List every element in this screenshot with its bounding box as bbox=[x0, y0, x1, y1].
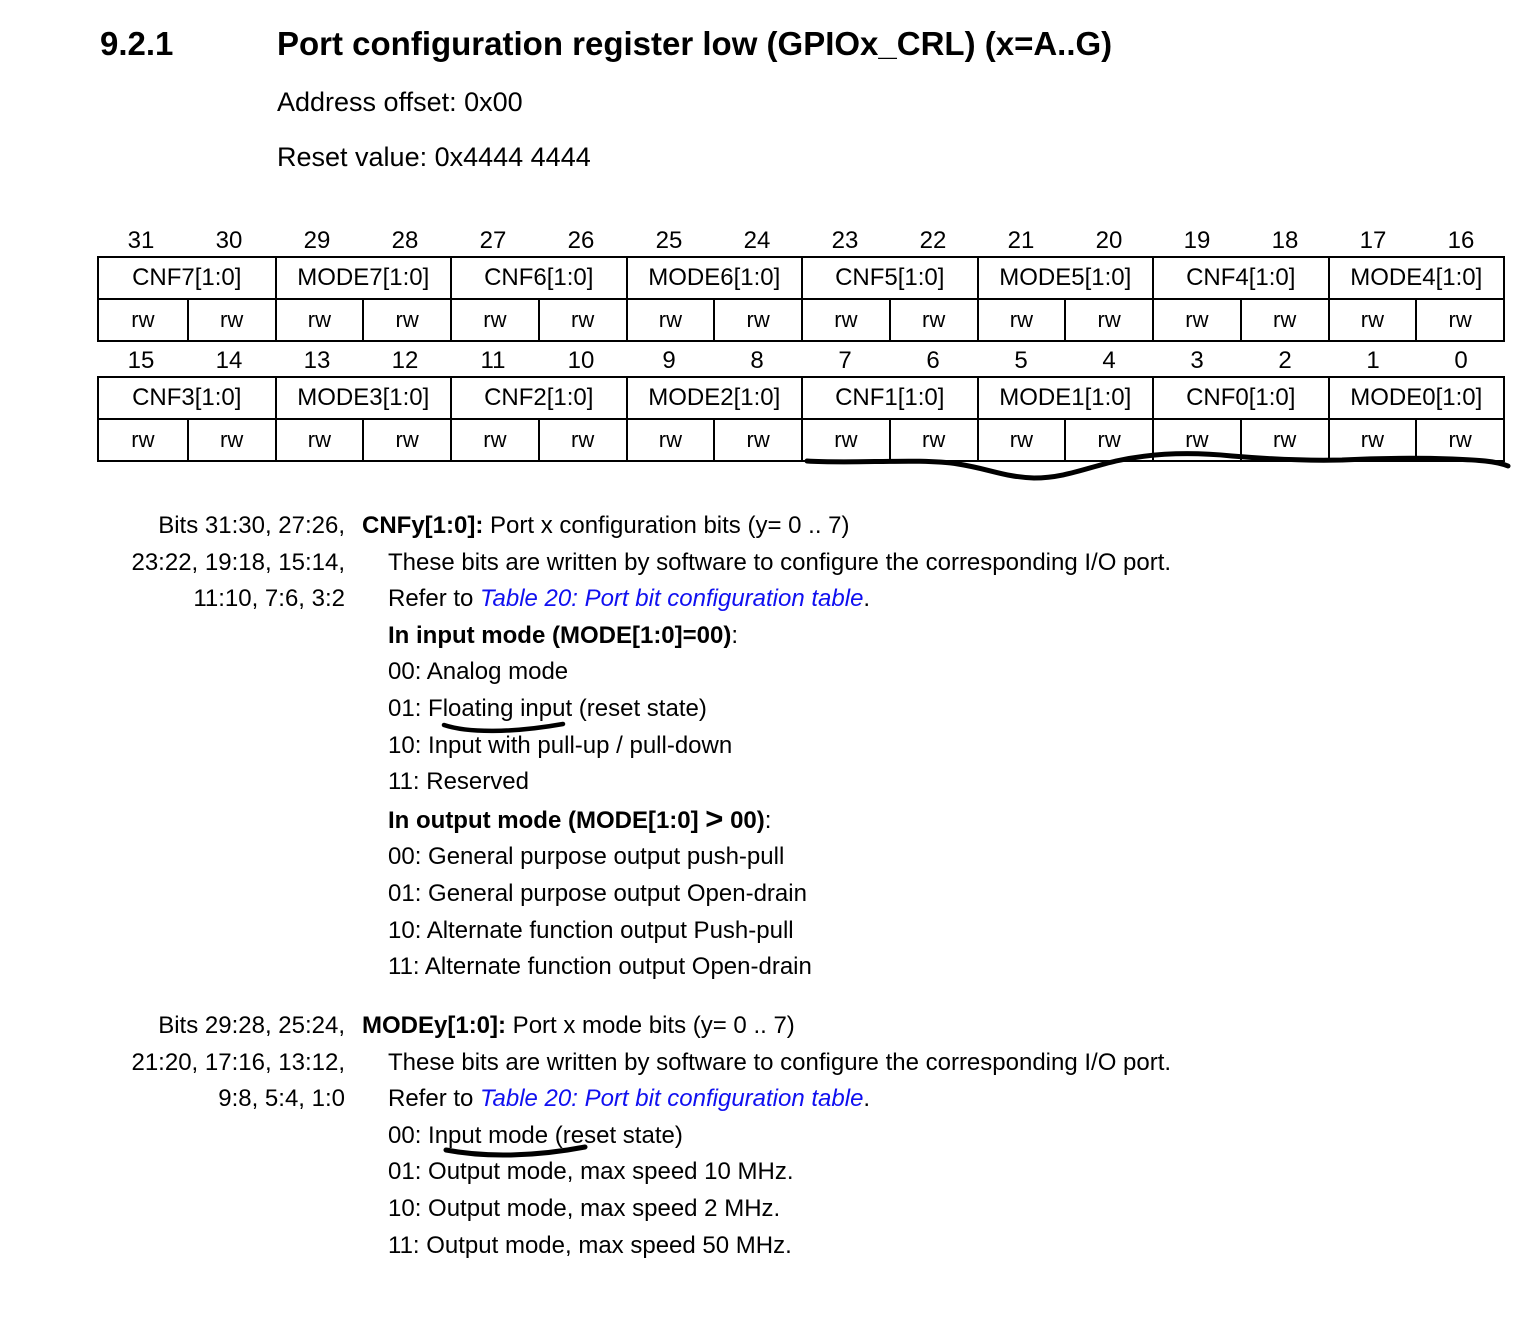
description-line bbox=[362, 949, 1392, 986]
field-name-cell: MODE3[1:0] bbox=[275, 378, 451, 418]
bit-number-cell: 13 bbox=[303, 347, 331, 374]
register-cells-block bbox=[97, 376, 1505, 462]
access-type-cell: rw bbox=[131, 427, 155, 452]
bit-number-cell: 19 bbox=[1183, 227, 1211, 254]
bit-number-cell: 12 bbox=[391, 347, 419, 374]
description-text-segment: > bbox=[705, 800, 724, 836]
bits-range-label-line: 21:20, 17:16, 13:12, bbox=[131, 1048, 345, 1076]
bit-number-cell: 11 bbox=[480, 347, 506, 374]
bit-number-cell: 20 bbox=[1095, 227, 1123, 254]
access-type-cell: rw bbox=[801, 300, 889, 340]
description-line bbox=[362, 654, 1392, 691]
description-content bbox=[362, 508, 1392, 986]
access-type-cell: rw bbox=[801, 420, 889, 460]
bits-range-label-line: 9:8, 5:4, 1:0 bbox=[218, 1085, 345, 1113]
access-type-cell: rw bbox=[538, 300, 626, 340]
access-type-cell: rw bbox=[1064, 420, 1152, 460]
bit-number-cell: 18 bbox=[1271, 227, 1299, 254]
description-line bbox=[362, 1191, 1392, 1228]
description-text-segment: 01: Floating input (reset state) bbox=[388, 694, 707, 722]
description-text-segment: 10: Output mode, max speed 2 MHz. bbox=[388, 1194, 781, 1222]
bit-number-cell: 23 bbox=[831, 227, 859, 254]
description-text-segment: 01: Output mode, max speed 10 MHz. bbox=[388, 1158, 794, 1186]
access-type-cell: rw bbox=[626, 420, 714, 460]
access-type-cell: rw bbox=[1064, 300, 1152, 340]
access-type-cell: rw bbox=[1152, 300, 1240, 340]
access-type-cell: rw bbox=[1240, 420, 1328, 460]
description-line bbox=[362, 764, 1392, 801]
bits-range-label-line: 11:10, 7:6, 3:2 bbox=[193, 585, 345, 613]
description-line bbox=[362, 913, 1392, 950]
bit-number-cell: 2 bbox=[1278, 347, 1292, 374]
register-cells-block bbox=[97, 256, 1505, 342]
bit-number-cell: 29 bbox=[303, 227, 331, 254]
bit-number-cell: 25 bbox=[655, 227, 683, 254]
description-text-segment: Port x mode bits (y= 0 .. 7) bbox=[506, 1012, 795, 1039]
field-name-cell: MODE1[1:0] bbox=[977, 378, 1153, 418]
bits-range-label-line: Bits 29:28, 25:24, bbox=[158, 1012, 345, 1039]
access-type-cell: rw bbox=[713, 300, 801, 340]
description-text-segment: CNFy[1:0]: bbox=[362, 512, 484, 539]
bit-number-cell: 22 bbox=[919, 227, 947, 254]
field-name-row bbox=[99, 258, 1503, 300]
bit-number-cell: 16 bbox=[1447, 227, 1475, 254]
description-line bbox=[362, 1118, 1392, 1155]
bits-range-label bbox=[90, 508, 345, 618]
description-text-segment: Refer to bbox=[388, 1085, 481, 1113]
access-type-cell: rw bbox=[1415, 300, 1503, 340]
access-type-cell: rw bbox=[362, 300, 450, 340]
bit-number-cell: 21 bbox=[1007, 227, 1035, 254]
bit-number-cell: 5 bbox=[1014, 347, 1028, 374]
description-text-segment: 11: Alternate function output Open-drain bbox=[388, 953, 812, 981]
access-type-cell: rw bbox=[1415, 420, 1503, 460]
field-name-cell: MODE5[1:0] bbox=[977, 258, 1153, 298]
description-text-segment: 01: General purpose output Open-drain bbox=[388, 879, 807, 907]
access-type-row bbox=[99, 300, 1503, 340]
description-text-segment: Refer to bbox=[388, 585, 481, 613]
description-line bbox=[362, 508, 1392, 545]
description-line bbox=[362, 1154, 1392, 1191]
bit-number-cell: 15 bbox=[127, 347, 155, 374]
description-text-segment: 00: Input mode (reset state) bbox=[388, 1121, 683, 1149]
description-text-segment: 00) bbox=[723, 806, 765, 834]
description-text-segment: These bits are written by software to configure the corresponding I/O port. bbox=[388, 548, 1172, 576]
access-type-cell: rw bbox=[713, 420, 801, 460]
description-text-segment: . bbox=[863, 585, 871, 613]
description-text-segment: . bbox=[863, 1085, 871, 1113]
field-name-cell: CNF7[1:0] bbox=[132, 264, 242, 291]
register-table-half bbox=[97, 226, 1505, 342]
access-type-cell: rw bbox=[131, 307, 155, 332]
description-line bbox=[362, 801, 1392, 840]
field-name-cell: MODE4[1:0] bbox=[1328, 258, 1504, 298]
access-type-cell: rw bbox=[977, 300, 1065, 340]
description-text-segment: In output mode (MODE[1:0] bbox=[388, 806, 706, 834]
description-text-segment: 10: Input with pull-up / pull-down bbox=[388, 731, 733, 759]
field-name-cell: CNF0[1:0] bbox=[1152, 378, 1328, 418]
description-content bbox=[362, 1008, 1392, 1264]
field-name-cell: CNF4[1:0] bbox=[1152, 258, 1328, 298]
description-text-segment: 00: General purpose output push-pull bbox=[388, 843, 785, 871]
register-bit-table bbox=[97, 226, 1505, 466]
description-line bbox=[362, 1228, 1392, 1265]
field-name-cell: MODE6[1:0] bbox=[626, 258, 802, 298]
page-title: Port configuration register low (GPIOx_CRL) (x=A..G) bbox=[277, 25, 1113, 62]
access-type-cell: rw bbox=[1328, 300, 1416, 340]
bit-number-cell: 14 bbox=[215, 347, 243, 374]
description-line bbox=[362, 618, 1392, 655]
description-text-segment: Port x configuration bits (y= 0 .. 7) bbox=[483, 512, 850, 539]
description-text-segment: : bbox=[731, 621, 739, 649]
access-type-cell: rw bbox=[450, 300, 538, 340]
description-text-segment: 11: Reserved bbox=[388, 768, 529, 796]
access-type-cell: rw bbox=[187, 420, 275, 460]
field-name-cell: CNF6[1:0] bbox=[450, 258, 626, 298]
description-line bbox=[362, 839, 1392, 876]
bit-number-cell: 30 bbox=[215, 227, 243, 254]
access-type-row bbox=[99, 420, 1503, 460]
bit-number-cell: 17 bbox=[1359, 227, 1387, 254]
access-type-cell: rw bbox=[450, 420, 538, 460]
access-type-cell: rw bbox=[977, 420, 1065, 460]
table20-link[interactable]: Table 20: Port bit configuration table bbox=[480, 1085, 864, 1113]
access-type-cell: rw bbox=[187, 300, 275, 340]
field-name-cell: CNF5[1:0] bbox=[801, 258, 977, 298]
description-text-segment: 10: Alternate function output Push-pull bbox=[388, 916, 794, 944]
field-name-cell: CNF3[1:0] bbox=[132, 384, 242, 411]
description-line bbox=[362, 1008, 1392, 1045]
description-line bbox=[362, 876, 1392, 913]
bits-range-label-line: 23:22, 19:18, 15:14, bbox=[131, 548, 345, 576]
bit-number-cell: 1 bbox=[1366, 347, 1380, 374]
description-text-segment: These bits are written by software to configure the corresponding I/O port. bbox=[388, 1048, 1172, 1076]
description-line bbox=[362, 691, 1392, 728]
section-number: 9.2.1 bbox=[100, 25, 174, 62]
bit-number-cell: 6 bbox=[926, 347, 940, 374]
description-text-segment: 00: Analog mode bbox=[388, 658, 569, 686]
description-line bbox=[362, 545, 1392, 582]
bit-numbers-row bbox=[97, 226, 1505, 256]
access-type-cell: rw bbox=[626, 300, 714, 340]
access-type-cell: rw bbox=[362, 420, 450, 460]
table20-link[interactable]: Table 20: Port bit configuration table bbox=[480, 585, 864, 613]
access-type-cell: rw bbox=[275, 420, 363, 460]
address-offset-line: Address offset: 0x00 bbox=[277, 87, 523, 117]
access-type-cell: rw bbox=[1240, 300, 1328, 340]
description-line bbox=[362, 581, 1392, 618]
description-text-segment: : bbox=[764, 806, 772, 834]
description-line bbox=[362, 728, 1392, 765]
description-text-segment: 11: Output mode, max speed 50 MHz. bbox=[388, 1231, 792, 1259]
description-text-segment: MODEy[1:0]: bbox=[362, 1012, 507, 1039]
description-line bbox=[362, 1045, 1392, 1082]
access-type-cell: rw bbox=[538, 420, 626, 460]
access-type-cell: rw bbox=[889, 420, 977, 460]
bits-range-label bbox=[90, 1008, 345, 1118]
bit-number-cell: 27 bbox=[479, 227, 507, 254]
field-name-cell: CNF2[1:0] bbox=[450, 378, 626, 418]
bit-number-cell: 0 bbox=[1454, 347, 1468, 374]
bit-number-cell: 26 bbox=[567, 227, 595, 254]
bit-number-cell: 9 bbox=[662, 347, 676, 374]
field-name-cell: CNF1[1:0] bbox=[801, 378, 977, 418]
access-type-cell: rw bbox=[1328, 420, 1416, 460]
bits-range-label-line: Bits 31:30, 27:26, bbox=[158, 512, 345, 539]
field-name-cell: MODE0[1:0] bbox=[1328, 378, 1504, 418]
reset-value-line: Reset value: 0x4444 4444 bbox=[277, 142, 591, 172]
field-name-cell: MODE2[1:0] bbox=[626, 378, 802, 418]
access-type-cell: rw bbox=[889, 300, 977, 340]
bit-number-cell: 24 bbox=[743, 227, 771, 254]
field-name-cell: MODE7[1:0] bbox=[275, 258, 451, 298]
bit-number-cell: 8 bbox=[750, 347, 764, 374]
bit-number-cell: 4 bbox=[1102, 347, 1116, 374]
field-name-row bbox=[99, 378, 1503, 420]
bit-number-cell: 3 bbox=[1190, 347, 1204, 374]
register-table-half bbox=[97, 346, 1505, 462]
bit-number-cell: 10 bbox=[567, 347, 595, 374]
access-type-cell: rw bbox=[1152, 420, 1240, 460]
access-type-cell: rw bbox=[275, 300, 363, 340]
bit-number-cell: 7 bbox=[838, 347, 852, 374]
bit-numbers-row bbox=[97, 346, 1505, 376]
bit-number-cell: 31 bbox=[127, 227, 155, 254]
description-line bbox=[362, 1081, 1392, 1118]
bit-number-cell: 28 bbox=[391, 227, 419, 254]
description-text-segment: In input mode (MODE[1:0]=00) bbox=[388, 621, 732, 649]
